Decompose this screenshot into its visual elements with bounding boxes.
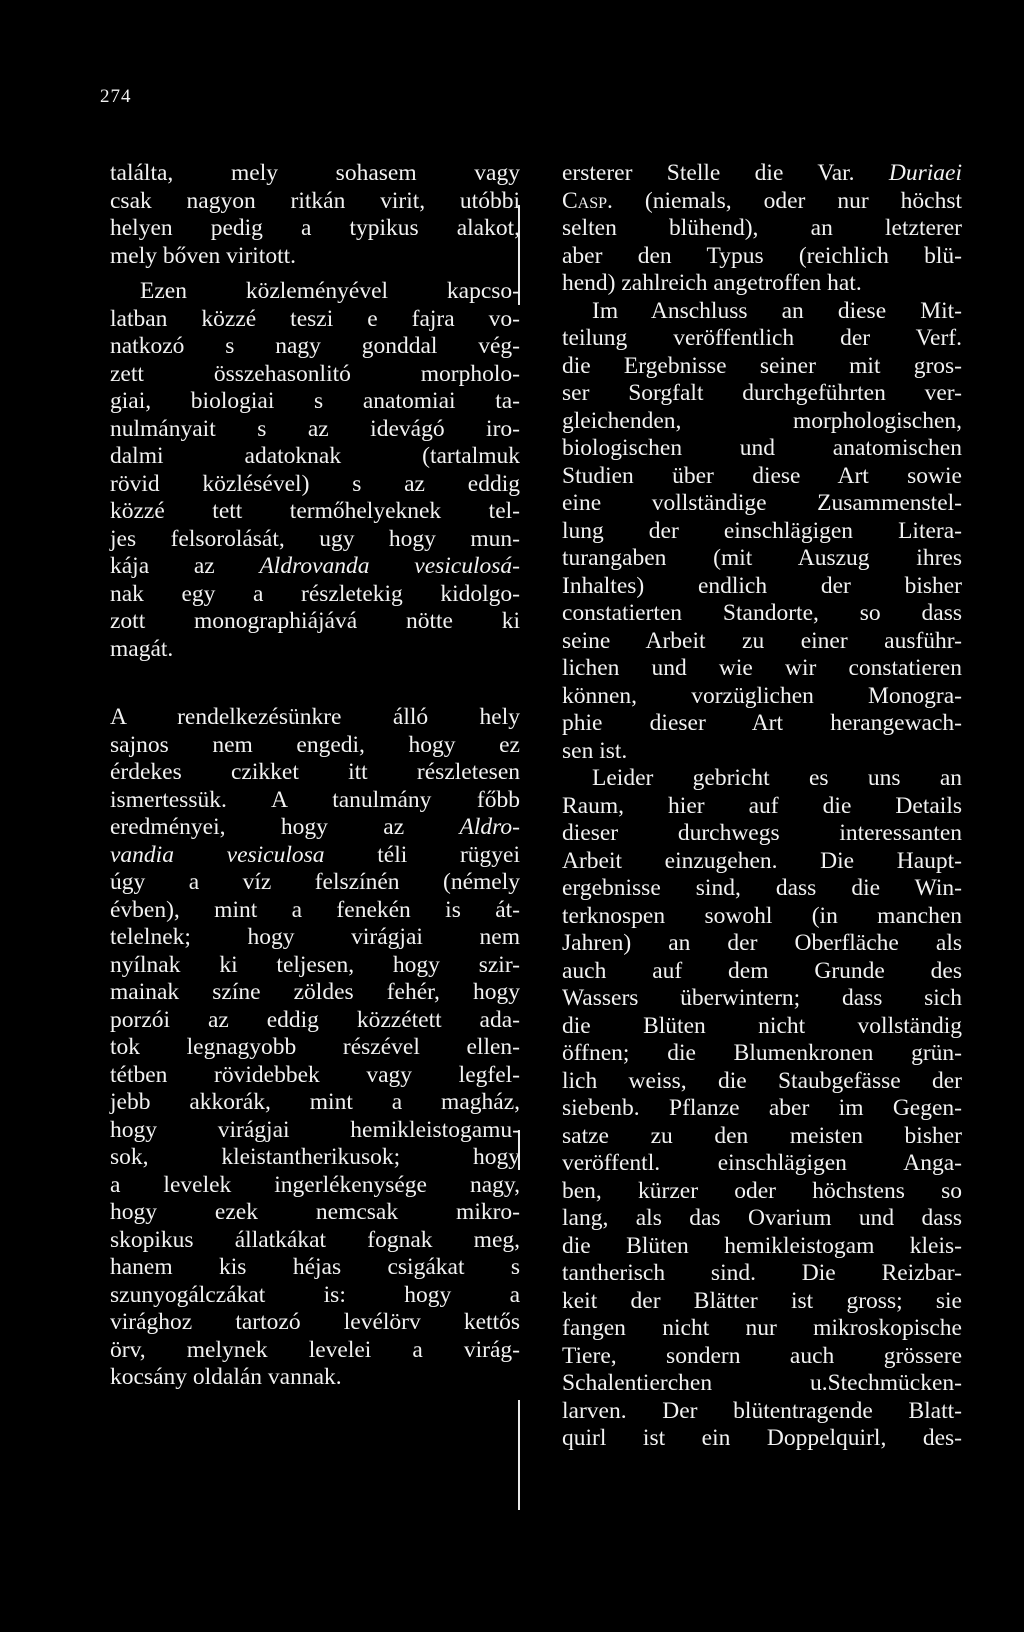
text-line: dalmi adatoknak (tartalmuk (110, 443, 520, 469)
text-line: die Ergebnisse seiner mit gros- (562, 352, 962, 379)
text-line: eine vollständige Zusammenstel- (562, 490, 962, 516)
text-line: selten blühend), an letzterer (562, 215, 962, 241)
paragraph-2 (562, 298, 962, 766)
text-line: seine Arbeit zu einer ausführ- (562, 627, 962, 654)
text-line: a levelek ingerlékenysége nagy, (110, 1171, 520, 1198)
german-column (562, 160, 962, 1453)
text-line: ersterer Stelle die Var. Duriaei (562, 160, 962, 186)
text-line: fangen nicht nur mikroskopische (562, 1315, 962, 1341)
text-line: örv, melynek levelei a virág- (110, 1336, 520, 1363)
text-line: virághoz tartozó levélörv kettős (110, 1309, 520, 1335)
text-line: gleichenden, morphologischen, (562, 407, 962, 434)
text-line: évben), mint a fenekén is át- (110, 896, 520, 923)
text-line: quirl ist ein Doppelquirl, des- (562, 1425, 962, 1451)
text-line: giai, biologiai s anatomiai ta- (110, 388, 520, 414)
text-line: lichen und wie wir constatieren (562, 655, 962, 681)
text-line: siebenb. Pflanze aber im Gegen- (562, 1095, 962, 1121)
text-line: Im Anschluss an diese Mit- (592, 297, 962, 324)
text-line: hogy ezek nemcsak mikro- (110, 1199, 520, 1225)
text-line: sen ist. (562, 737, 628, 764)
text-line: A rendelkezésünkre álló hely (110, 704, 520, 730)
text-line: helyen pedig a typikus alakot, (110, 215, 520, 241)
text-line: hanem kis héjas csigákat s (110, 1254, 520, 1280)
text-line: latban közzé teszi e fajra vo- (110, 305, 520, 332)
text-line: zott monographiájává nötte ki (110, 608, 520, 634)
text-line: magát. (110, 635, 174, 662)
text-line: nyílnak ki teljesen, hogy szir- (110, 951, 520, 978)
text-line: constatierten Standorte, so dass (562, 600, 962, 626)
text-line: die Blüten hemikleistogam kleis- (562, 1232, 962, 1259)
text-line: vandia vesiculosa téli rügyei (110, 841, 520, 868)
text-line: telelnek; hogy virágjai nem (110, 924, 520, 950)
page-number: 274 (100, 86, 132, 107)
text-line: lich weiss, die Staubgefässe der (562, 1067, 962, 1094)
text-line: können, vorzüglichen Monogra- (562, 682, 962, 709)
text-line: Jahren) an der Oberfläche als (562, 930, 962, 956)
text-line: hogy virágjai hemikleistogamu- (110, 1116, 520, 1143)
text-line: szunyogálczákat is: hogy a (110, 1281, 520, 1308)
column-divider-bottom (518, 1400, 520, 1510)
text-line: Leider gebricht es uns an (592, 765, 962, 791)
author-abbrev: Casp. (562, 187, 613, 214)
text-line: mely bőven viritott. (110, 242, 297, 269)
text-line: larven. Der blütentragende Blatt- (562, 1397, 962, 1424)
text-line: lang, als das Ovarium und dass (562, 1205, 962, 1231)
text-line: Tiere, sondern auch grössere (562, 1342, 962, 1369)
text-line: terknospen sowohl (in manchen (562, 902, 962, 929)
text-line: Raum, hier auf die Details (562, 792, 962, 819)
text-line: ergebnisse sind, dass die Win- (562, 875, 962, 901)
text-line: rövid közlésével) s az eddig (110, 470, 520, 497)
text-line: nulmányait s az idevágó iro- (110, 415, 520, 442)
paragraph-1 (562, 160, 962, 298)
text-line: satze zu den meisten bisher (562, 1122, 962, 1149)
text-line: veröffentl. einschlägigen Anga- (562, 1150, 962, 1176)
text-line: jes felsorolását, ugy hogy mun- (110, 525, 520, 552)
text-line: zett összehasonlitó morpholo- (110, 360, 520, 387)
text-line: sajnos nem engedi, hogy ez (110, 731, 520, 758)
text-line: sok, kleistantherikusok; hogy (110, 1144, 520, 1170)
text-line: biologischen und anatomischen (562, 435, 962, 461)
text-line: mainak színe zöldes fehér, hogy (110, 979, 520, 1005)
text-line: dieser durchwegs interessanten (562, 820, 962, 846)
text-line: Ezen közleményével kapcso- (140, 278, 520, 304)
text-line: Studien über diese Art sowie (562, 462, 962, 489)
text-line: Schalentierchen u.Stechmücken- (562, 1370, 962, 1396)
text-line: hend) zahlreich angetroffen hat. (562, 270, 862, 296)
paragraph-2 (110, 278, 520, 663)
text-line: lung der einschlägigen Litera- (562, 517, 962, 544)
text-line: nak egy a részletekig kidolgo- (110, 580, 520, 607)
text-line: tantherisch sind. Die Reizbar- (562, 1260, 962, 1286)
text-line: ben, kürzer oder höchstens so (562, 1177, 962, 1204)
text-line: érdekes czikket itt részletesen (110, 759, 520, 785)
text-line: Wassers überwintern; dass sich (562, 985, 962, 1011)
text-line: ismertessük. A tanulmány főbb (110, 786, 520, 813)
text-line: teilung veröffentlich der Verf. (562, 325, 962, 351)
text-line: jebb akkorák, mint a magház, (110, 1089, 520, 1115)
variety-name-italic: Duriaei (888, 160, 962, 186)
text-line: tok legnagyobb részével ellen- (110, 1034, 520, 1060)
text-line: csak nagyon ritkán virit, utóbbi (110, 187, 520, 214)
text-line: keit der Blätter ist gross; sie (562, 1287, 962, 1314)
text-line: eredményei, hogy az Aldro- (110, 814, 520, 840)
text-line: Casp. (niemals, oder nur höchst (562, 187, 962, 214)
paragraph-gap (110, 663, 520, 704)
text-line: porzói az eddig közzétett ada- (110, 1006, 520, 1033)
text-line: ser Sorgfalt durchgeführten ver- (562, 380, 962, 406)
text-line: úgy a víz felszínén (némely (110, 869, 520, 895)
text-line: auch auf dem Grunde des (562, 957, 962, 984)
text-line: öffnen; die Blumenkronen grün- (562, 1040, 962, 1066)
species-name-italic: vandia vesiculosa (110, 841, 325, 868)
text-line: közzé tett termőhelyeknek tel- (110, 498, 520, 524)
text-line: natkozó s nagy gonddal vég- (110, 333, 520, 359)
text-line: turangaben (mit Auszug ihres (562, 545, 962, 571)
species-name-italic: Aldro- (459, 814, 520, 840)
paragraph-3 (110, 704, 520, 1392)
hungarian-column (110, 160, 520, 1392)
paragraph-3 (562, 765, 962, 1453)
text-line: Inhaltes) endlich der bisher (562, 572, 962, 599)
text-line: tétben rövidebbek vagy legfel- (110, 1061, 520, 1088)
text-line: skopikus állatkákat fognak meg, (110, 1226, 520, 1253)
text-line: kocsány oldalán vannak. (110, 1364, 342, 1390)
text-line: kája az Aldrovanda vesiculosá- (110, 553, 520, 579)
paragraph-1 (110, 160, 520, 270)
text-line: phie dieser Art herangewach- (562, 710, 962, 736)
species-name-italic: Aldrovanda vesiculosá- (259, 553, 520, 579)
text-line: die Blüten nicht vollständig (562, 1012, 962, 1039)
text-line: Arbeit einzugehen. Die Haupt- (562, 847, 962, 874)
text-line: találta, mely sohasem vagy (110, 160, 520, 186)
text-line: aber den Typus (reichlich blü- (562, 242, 962, 269)
